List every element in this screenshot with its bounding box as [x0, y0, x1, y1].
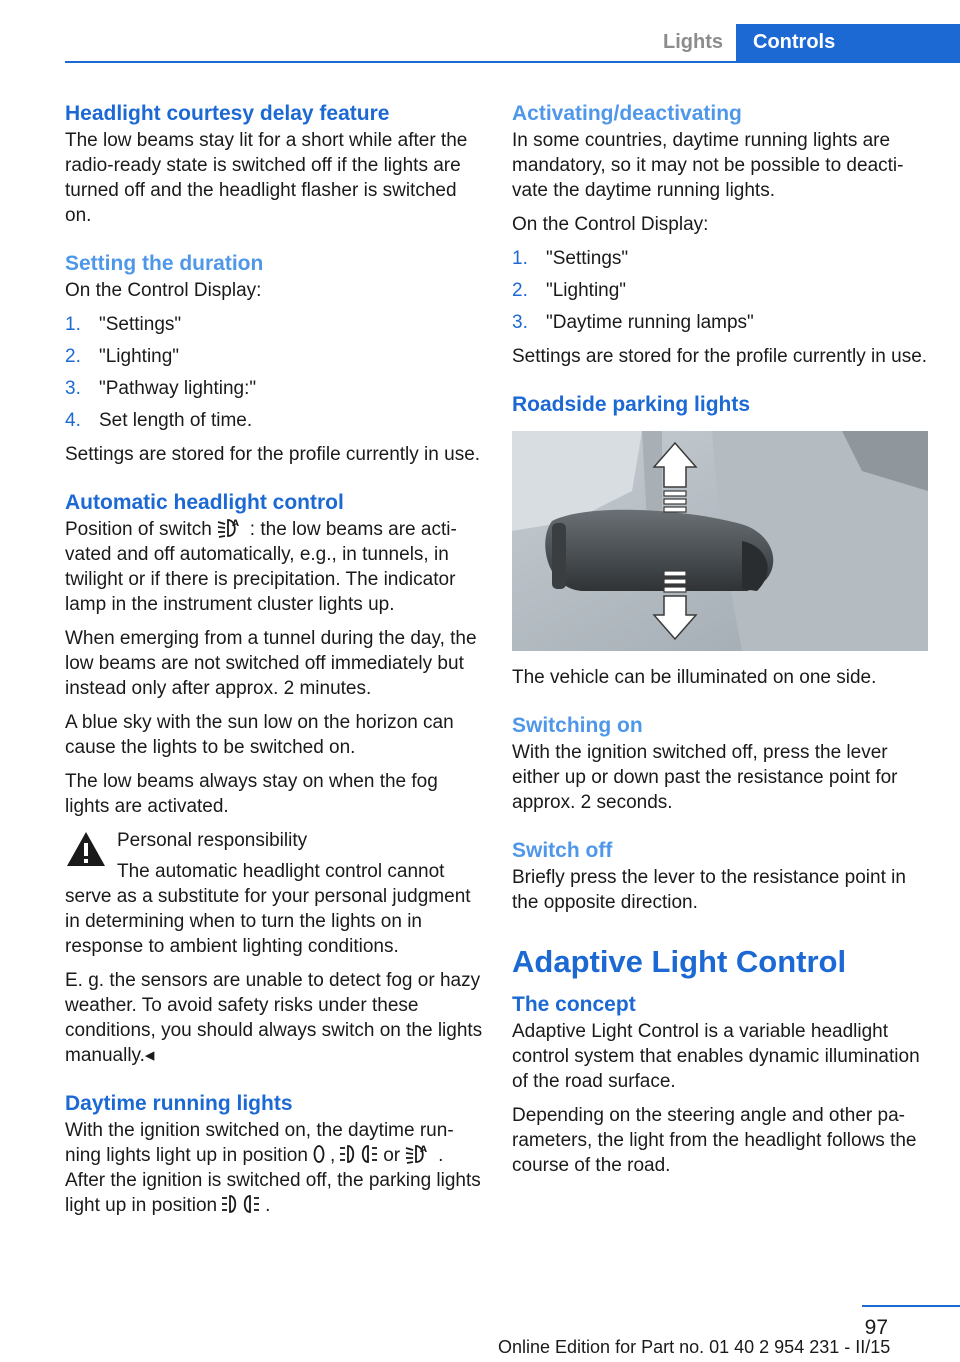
list-item — [512, 278, 932, 303]
list-item — [65, 344, 483, 369]
heading-concept: The concept — [512, 993, 636, 1016]
auto-text-b: : the low beams are activated and off automatically, e.g., in tunnels, in twilight or if there is precipitation. The indicator lamp in the instrument cluster lights up. — [65, 519, 457, 615]
daytime-end: . — [265, 1195, 271, 1216]
heading-roadside-parking: Roadside parking lights — [512, 393, 751, 416]
duration-steps-list — [65, 312, 483, 433]
left-column — [65, 100, 483, 1227]
step-text: Set length of time. — [99, 410, 253, 431]
heading-courtesy-delay: Headlight courtesy delay feature — [65, 102, 390, 125]
heading-daytime-running: Daytime running lights — [65, 1092, 293, 1115]
list-item — [65, 408, 483, 433]
list-item — [65, 376, 483, 401]
step-text: "Settings" — [546, 248, 629, 269]
step-text: "Lighting" — [546, 280, 627, 301]
heading-setting-duration: Setting the duration — [65, 252, 264, 275]
header-chapter-controls: Controls — [736, 24, 960, 61]
heading-switch-off: Switch off — [512, 839, 613, 862]
paragraph-switch-off: Briefly press the lever to the resistance point in the opposite direction. — [512, 867, 906, 913]
paragraph-control-display: On the Control Display: — [512, 214, 709, 235]
paragraph-tunnel: When emerging from a tunnel during the day, the low beams are not switched off immediately but instead only after approx. 2 minutes. — [65, 628, 477, 699]
paragraph-auto-switch — [65, 517, 483, 617]
switch-zero-icon — [312, 1143, 326, 1165]
step-text: "Settings" — [99, 314, 182, 335]
heading-activating: Activating/deactivating — [512, 102, 742, 125]
footer-rule — [862, 1305, 960, 1307]
page-number: 97 — [864, 1316, 888, 1339]
paragraph-one-side: The vehicle can be illuminated on one side. — [512, 667, 877, 688]
step-number: 1. — [65, 314, 81, 335]
lever-photo — [512, 431, 928, 651]
auto-text-a: Position of switch — [65, 519, 212, 540]
paragraph-concept: Adaptive Light Control is a variable headlight control system that enables dynamic illumination of the road surface. — [512, 1021, 920, 1092]
heading-adaptive-light-control: Adaptive Light Control — [512, 944, 847, 979]
paragraph-settings-stored: Settings are stored for the profile currently in use. — [512, 346, 928, 367]
paragraph-settings-stored: Settings are stored for the profile currently in use. — [65, 444, 481, 465]
step-number: 2. — [512, 280, 528, 301]
daytime-text-b: . After the ignition is switched off, the parking lights light up in position — [65, 1145, 481, 1216]
daytime-or: or — [383, 1145, 401, 1166]
warning-title: Personal responsibility — [117, 830, 308, 851]
step-number: 2. — [65, 346, 81, 367]
parking-lights-icon — [221, 1193, 261, 1215]
warning-text: The automatic headlight control cannot serve as a substitute for your personal judgment in determining when to turn the lights on in response to ambient lighting conditions. — [65, 861, 471, 957]
step-number: 4. — [65, 410, 81, 431]
paragraph-control-display: On the Control Display: — [65, 280, 262, 301]
header-section-lights: Lights — [663, 31, 723, 53]
paragraph-switching-on: With the ignition switched off, press the lever either up or down past the resistance point for approx. 2 seconds. — [512, 742, 898, 813]
svg-text:A: A — [420, 1145, 428, 1155]
list-item — [65, 312, 483, 337]
daytime-text-a: With the ignition switched on, the daytime running lights light up in position — [65, 1120, 454, 1166]
heading-switching-on: Switching on — [512, 714, 643, 737]
paragraph-activating: In some countries, daytime running lights are mandatory, so it may not be possible to deactivate the daytime running lights. — [512, 130, 904, 201]
footer-edition: Online Edition for Part no. 01 40 2 954 231 - II/15 — [498, 1337, 891, 1357]
paragraph-steering: Depending on the steering angle and other parameters, the light from the headlight follows the course of the road. — [512, 1105, 917, 1176]
step-number: 3. — [65, 378, 81, 399]
heading-automatic-headlight: Automatic headlight control — [65, 491, 344, 514]
paragraph-blue-sky: A blue sky with the sun low on the horizon can cause the lights to be switched on. — [65, 712, 454, 758]
header-rule — [65, 61, 960, 63]
auto-headlight-icon — [404, 1143, 434, 1165]
step-number: 1. — [512, 248, 528, 269]
list-item — [512, 310, 932, 335]
step-number: 3. — [512, 312, 528, 333]
auto-headlight-icon — [216, 517, 246, 539]
svg-text:A: A — [231, 519, 239, 529]
list-item — [512, 246, 932, 271]
paragraph-fog: The low beams always stay on when the fog lights are activated. — [65, 771, 438, 817]
daytime-comma: , — [329, 1145, 336, 1166]
paragraph-sensors: E. g. the sensors are unable to detect fog or hazy weather. To avoid safety risks under these conditions, you should always switch on the lights manually.◂ — [65, 970, 483, 1066]
warning-box — [65, 828, 483, 853]
step-text: "Daytime running lamps" — [546, 312, 754, 333]
daytime-steps-list — [512, 246, 932, 335]
step-text: "Lighting" — [99, 346, 180, 367]
warning-triangle-icon — [65, 830, 107, 868]
paragraph-daytime — [65, 1118, 483, 1218]
paragraph-courtesy: The low beams stay lit for a short while after the radio-ready state is switched off if the lights are turned off and the headlight flasher is switched on. — [65, 130, 468, 226]
right-column — [512, 100, 932, 1187]
parking-lights-icon — [339, 1143, 379, 1165]
step-text: "Pathway lighting:" — [99, 378, 257, 399]
